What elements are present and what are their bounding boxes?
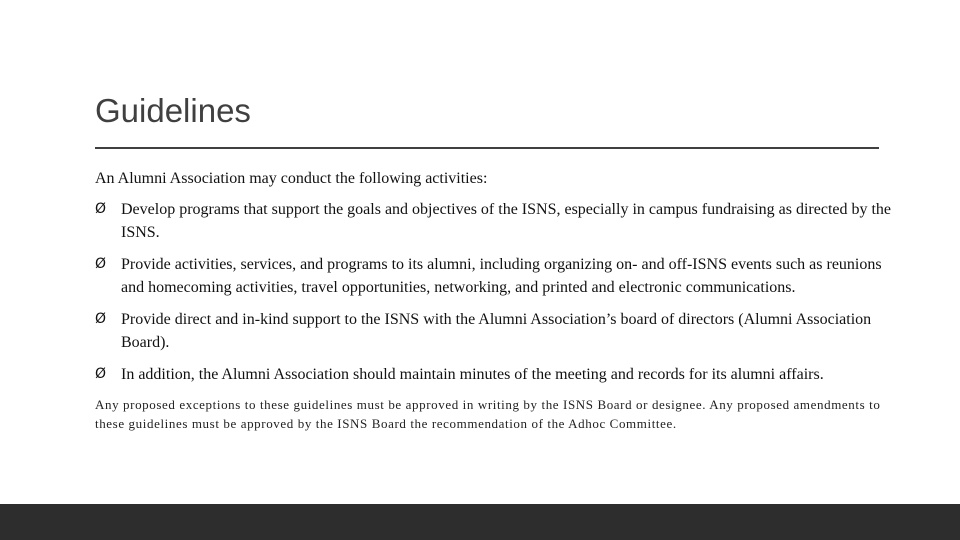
arrow-bullet-icon: Ø	[95, 311, 107, 327]
bullet-text: Provide direct and in-kind support to the ISNS with the Alumni Association’s board of directors (Alumni Association Board).	[121, 311, 872, 351]
bullet-text: In addition, the Alumni Association should maintain minutes of the meeting and records for its alumni affairs.	[121, 366, 824, 383]
bullet-list	[95, 198, 895, 386]
footnote: Any proposed exceptions to these guidelines must be approved in writing by the ISNS Board or designee. Any proposed amendments to these guidelines must be approved by the ISNS Board the recommendation of the Adhoc Committee.	[95, 397, 881, 431]
bullet-text: Provide activities, services, and programs to its alumni, including organizing on- and off-ISNS events such as reunions and homecoming activities, travel opportunities, networking, and printed and electronic communications.	[121, 256, 882, 296]
bottom-bar	[0, 504, 960, 540]
arrow-bullet-icon: Ø	[95, 256, 107, 272]
intro-text: An Alumni Association may conduct the following activities:	[95, 170, 488, 187]
bullet-item	[95, 198, 895, 244]
title-divider	[95, 147, 879, 149]
arrow-bullet-icon: Ø	[95, 201, 107, 217]
arrow-bullet-icon: Ø	[95, 366, 107, 382]
bullet-item	[95, 363, 895, 386]
bullet-item	[95, 308, 895, 354]
bullet-item	[95, 253, 895, 299]
slide-content	[95, 168, 895, 433]
bullet-text: Develop programs that support the goals and objectives of the ISNS, especially in campus fundraising as directed by the ISNS.	[121, 201, 892, 241]
slide-title: Guidelines	[95, 92, 251, 129]
